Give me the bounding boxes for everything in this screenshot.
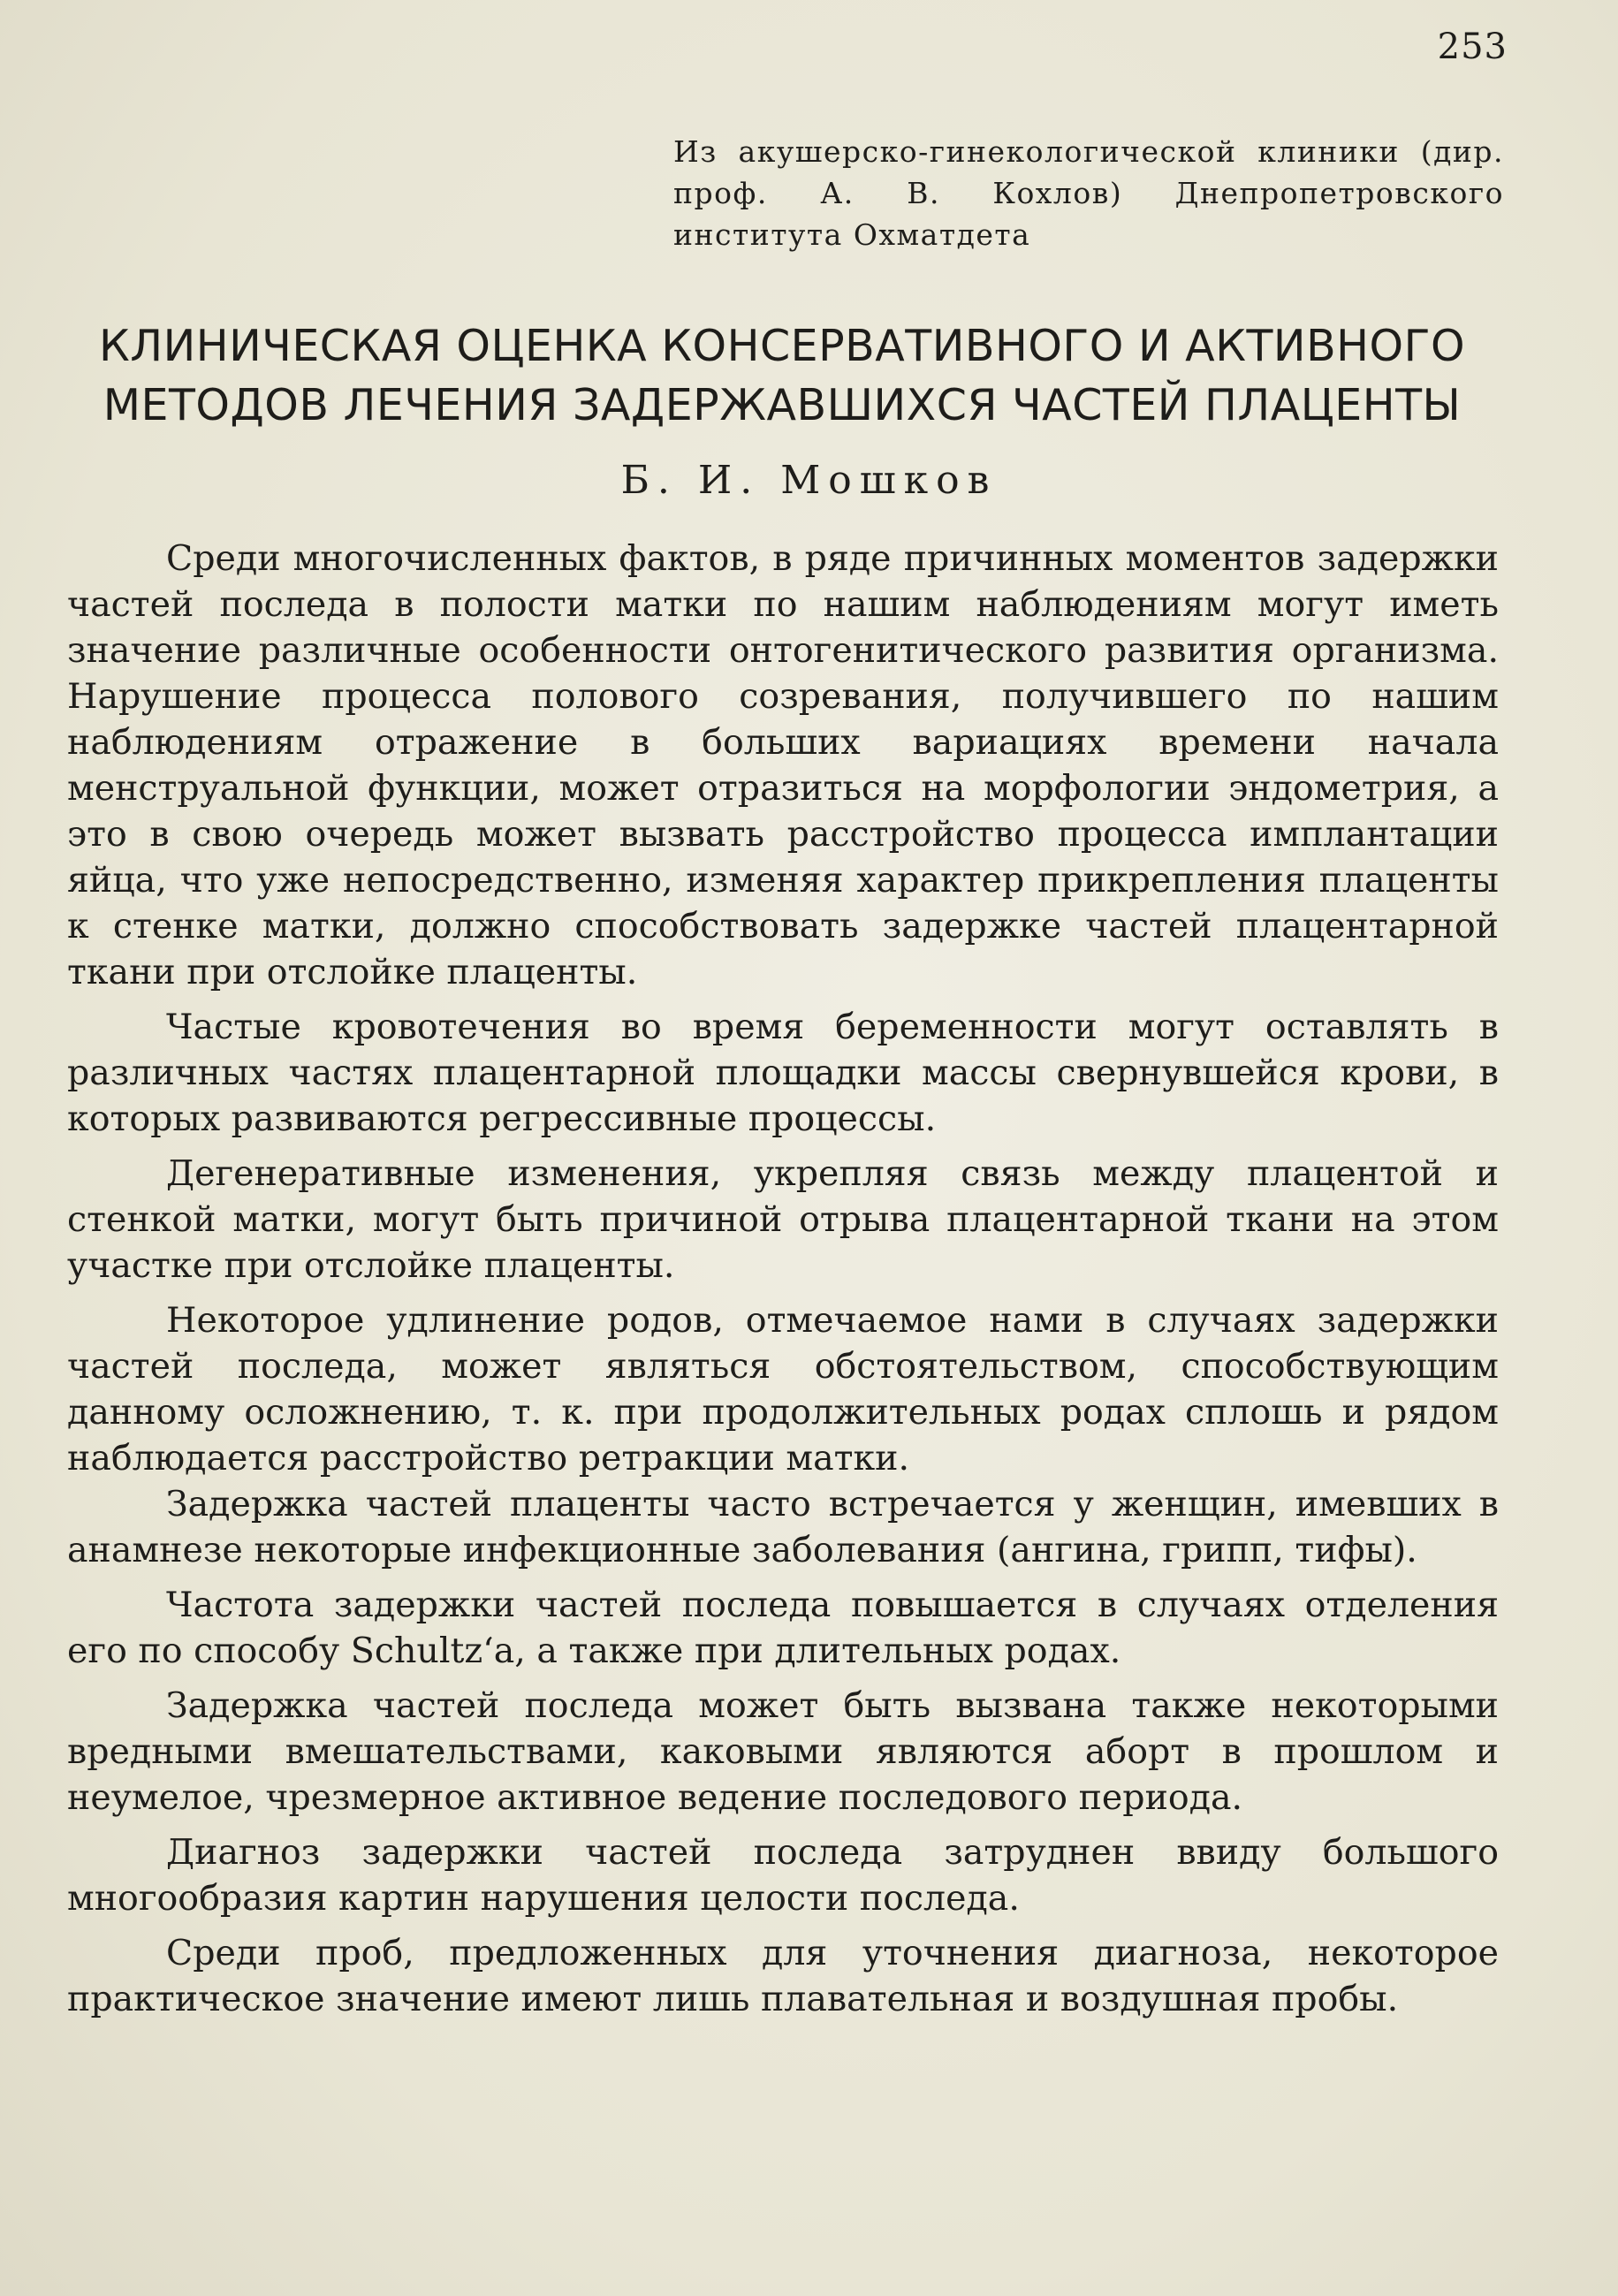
author-name: Б. И. Мошков [620,458,998,503]
article-title [57,316,1507,435]
paragraph-2: Частые кровотечения во время беременности могут оставлять в различных частях плацентарной площадки массы свернувшейся крови, в которых развиваются регрессивные процессы. [67,1007,1499,1139]
page-number: 253 [1437,27,1508,67]
paragraph-1: Среди многочисленных фактов, в ряде причинных моментов задержки частей последа в полости матки по нашим наблюдениям могут иметь значение различные особенности онтогенитического развития организма. Нарушение процесса полового созревания, получившего по нашим наблюдениям отражение в больших вариациях времени начала менструальной функции, может отразиться на морфологии эндометрия, а это в свою очередь может вызвать расстройство процесса имплантации яйца, что уже непосредственно, изменяя характер прикрепления плаценты к стенке матки, должно способствовать задержке частей плацентарной ткани при отслойке плаценты. [67,538,1499,992]
title-line-2: МЕТОДОВ ЛЕЧЕНИЯ ЗАДЕРЖАВШИХСЯ ЧАСТЕЙ ПЛАЦЕНТЫ [103,380,1462,430]
paragraph-5: Задержка частей плаценты часто встречается у женщин, имевших в анамнезе некоторые инфекционные заболевания (ангина, грипп, тифы). [67,1484,1499,1570]
affiliation-note: Из акушерско-гинекологической клиники (дир. проф. А. В. Кохлов) Днепропетровского института Охматдета [673,134,1504,252]
paragraph-6: Частота задержки частей последа повышается в случаях отделения его по способу Schultz‘а, а также при длительных родах. [67,1585,1499,1671]
article-body [67,536,1499,2022]
paragraph-4: Некоторое удлинение родов, отмечаемое нами в случаях задержки частей последа, может являться обстоятельством, способствующим данному осложнению, т. к. при продолжительных родах сплошь и рядом наблюдается расстройство ретракции матки. [67,1300,1499,1479]
paragraph-9: Среди проб, предложенных для уточнения диагноза, некоторое практическое значение имеют лишь плавательная и воздушная пробы. [67,1933,1499,2019]
title-line-1: КЛИНИЧЕСКАЯ ОЦЕНКА КОНСЕРВАТИВНОГО И АКТИВНОГО [98,321,1466,371]
paragraph-7: Задержка частей последа может быть вызвана также некоторыми вредными вмешательствами, каковыми являются аборт в прошлом и неумелое, чрезмерное активное ведение последового периода. [67,1685,1499,1818]
paragraph-3: Дегенеративные изменения, укрепляя связь между плацентой и стенкой матки, могут быть причиной отрыва плацентарной ткани на этом участке при отслойке плаценты. [67,1153,1499,1286]
paragraph-8: Диагноз задержки частей последа затруднен ввиду большого многообразия картин нарушения целости последа. [67,1832,1499,1919]
